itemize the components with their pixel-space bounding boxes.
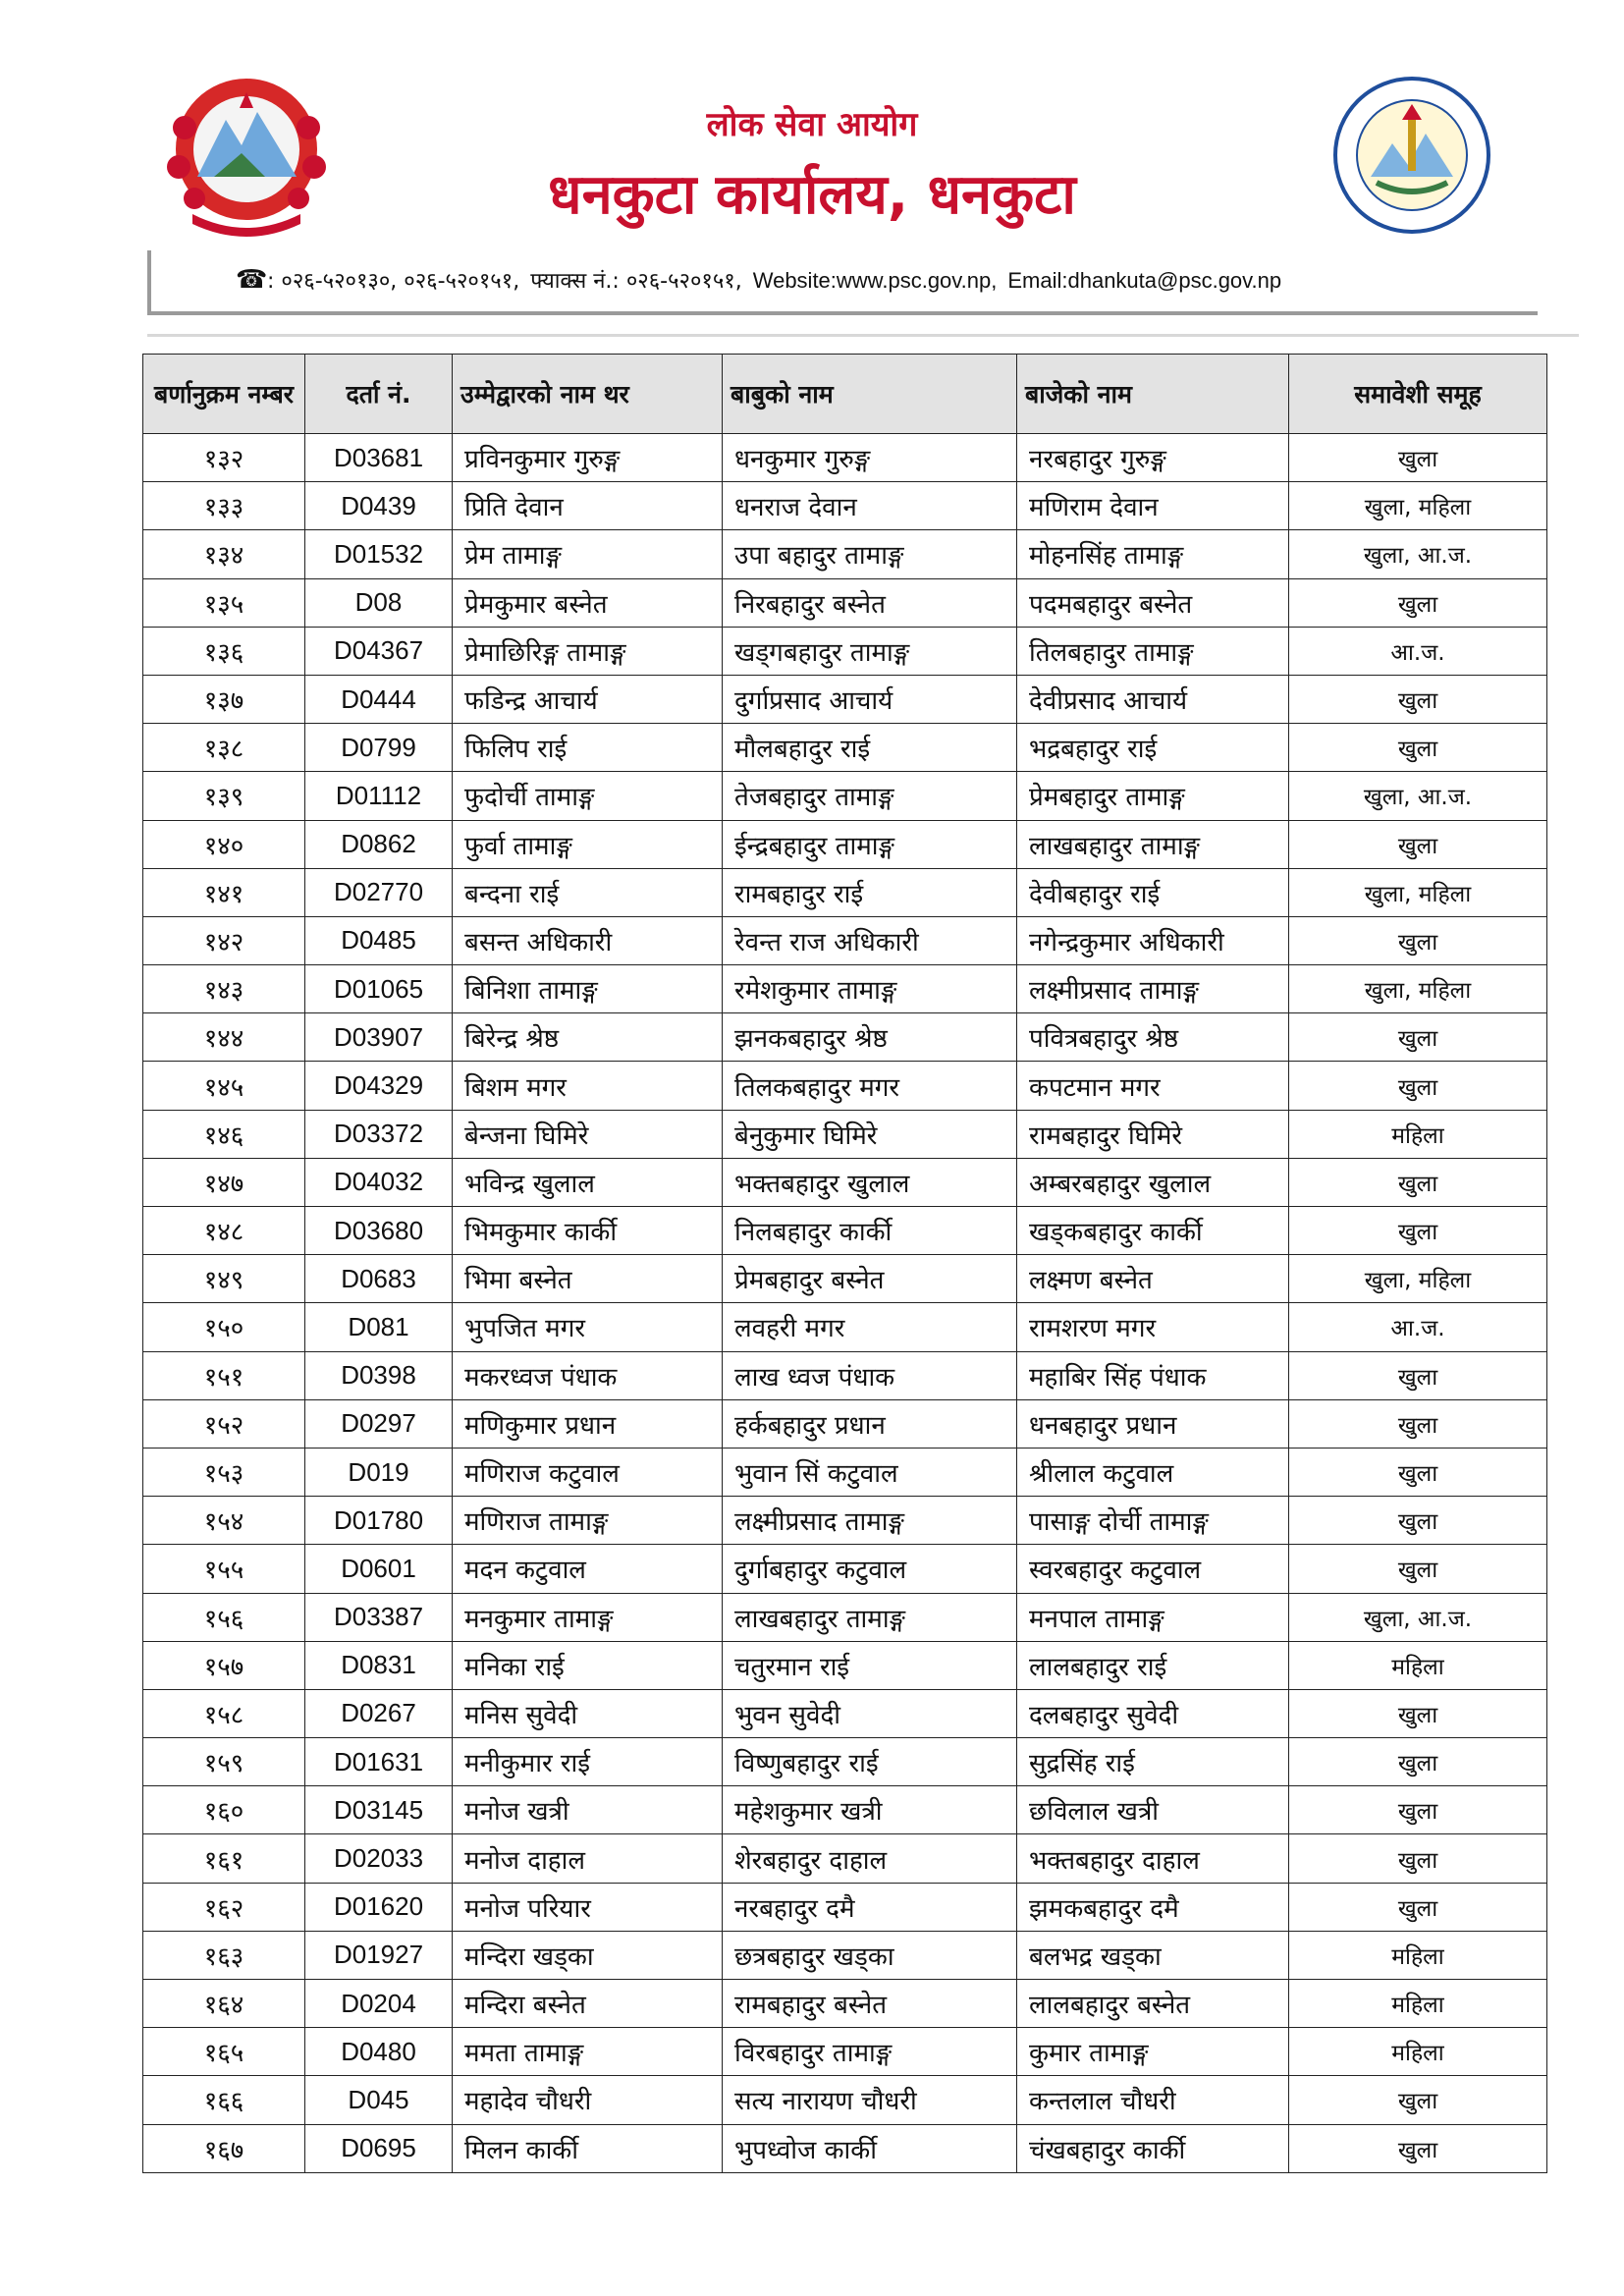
group-cell: महिला [1289, 2028, 1547, 2076]
grandfather-name-cell: स्वरबहादुर कटुवाल [1017, 1545, 1289, 1593]
col-serial-header: बर्णानुक्रम नम्बर [143, 355, 305, 434]
table-row [143, 434, 1547, 482]
table-row [143, 916, 1547, 964]
candidate-name-cell: महादेव चौधरी [453, 2076, 723, 2124]
group-cell: खुला [1289, 1545, 1547, 1593]
grandfather-name-cell: खड्कबहादुर कार्की [1017, 1207, 1289, 1255]
table-row [143, 1738, 1547, 1786]
father-name-cell: तेजबहादुर तामाङ्ग [723, 772, 1017, 820]
registration-cell: D045 [305, 2076, 453, 2124]
table-row [143, 1351, 1547, 1399]
group-cell: खुला [1289, 1399, 1547, 1448]
serial-cell: १४७ [143, 1158, 305, 1206]
group-cell: खुला [1289, 1013, 1547, 1062]
registration-cell: D0601 [305, 1545, 453, 1593]
candidate-name-cell: बन्दना राई [453, 868, 723, 916]
registration-cell: D081 [305, 1303, 453, 1351]
table-row [143, 627, 1547, 675]
candidate-name-cell: बसन्त अधिकारी [453, 916, 723, 964]
father-name-cell: विष्णुबहादुर राई [723, 1738, 1017, 1786]
grandfather-name-cell: पासाङ्ग दोर्ची तामाङ्ग [1017, 1497, 1289, 1545]
table-row [143, 578, 1547, 627]
grandfather-name-cell: नगेन्द्रकुमार अधिकारी [1017, 916, 1289, 964]
col-candidate-header: उम्मेद्वारको नाम थर [453, 355, 723, 434]
table-row [143, 1399, 1547, 1448]
table-row [143, 1207, 1547, 1255]
group-cell: खुला [1289, 1689, 1547, 1737]
father-name-cell: भुवन सुवेदी [723, 1689, 1017, 1737]
grandfather-name-cell: सुद्रसिंह राई [1017, 1738, 1289, 1786]
father-name-cell: उपा बहादुर तामाङ्ग [723, 530, 1017, 578]
registration-cell: D03681 [305, 434, 453, 482]
group-cell: खुला, आ.ज. [1289, 530, 1547, 578]
father-name-cell: झनकबहादुर श्रेष्ठ [723, 1013, 1017, 1062]
group-cell: आ.ज. [1289, 627, 1547, 675]
candidate-name-cell: फुदोर्ची तामाङ्ग [453, 772, 723, 820]
registration-cell: D08 [305, 578, 453, 627]
serial-cell: १६५ [143, 2028, 305, 2076]
group-cell: खुला, महिला [1289, 965, 1547, 1013]
serial-cell: १४३ [143, 965, 305, 1013]
candidate-name-cell: भविन्द्र खुलाल [453, 1158, 723, 1206]
grandfather-name-cell: छविलाल खत्री [1017, 1786, 1289, 1834]
registration-cell: D0204 [305, 1980, 453, 2028]
serial-cell: १४१ [143, 868, 305, 916]
serial-cell: १३८ [143, 724, 305, 772]
table-row [143, 1062, 1547, 1110]
candidate-name-cell: बिनिशा तामाङ्ग [453, 965, 723, 1013]
grandfather-name-cell: लक्ष्मीप्रसाद तामाङ्ग [1017, 965, 1289, 1013]
table-row [143, 1834, 1547, 1883]
father-name-cell: रामबहादुर बस्नेत [723, 1980, 1017, 2028]
serial-cell: १५१ [143, 1351, 305, 1399]
group-cell: खुला, महिला [1289, 482, 1547, 530]
father-name-cell: लक्ष्मीप्रसाद तामाङ्ग [723, 1497, 1017, 1545]
grandfather-name-cell: पदमबहादुर बस्नेत [1017, 578, 1289, 627]
registration-cell: D04032 [305, 1158, 453, 1206]
table-row [143, 1883, 1547, 1931]
registration-cell: D03387 [305, 1593, 453, 1641]
father-name-cell: लवहरी मगर [723, 1303, 1017, 1351]
header-rule [147, 334, 1579, 337]
candidate-name-cell: मनोज दाहाल [453, 1834, 723, 1883]
father-name-cell: रमेशकुमार तामाङ्ग [723, 965, 1017, 1013]
grandfather-name-cell: भद्रबहादुर राई [1017, 724, 1289, 772]
registration-cell: D01112 [305, 772, 453, 820]
table-row [143, 965, 1547, 1013]
candidate-name-cell: मनिस सुवेदी [453, 1689, 723, 1737]
registration-cell: D0485 [305, 916, 453, 964]
candidate-name-cell: मकरध्वज पंधाक [453, 1351, 723, 1399]
grandfather-name-cell: मनपाल तामाङ्ग [1017, 1593, 1289, 1641]
father-name-cell: दुर्गाप्रसाद आचार्य [723, 675, 1017, 723]
registration-cell: D0297 [305, 1399, 453, 1448]
serial-cell: १६० [143, 1786, 305, 1834]
grandfather-name-cell: लाखबहादुर तामाङ्ग [1017, 820, 1289, 868]
registration-cell: D0862 [305, 820, 453, 868]
candidate-name-cell: प्रेमकुमार बस्नेत [453, 578, 723, 627]
telephone-icon: ☎ [236, 265, 268, 295]
candidate-name-cell: प्रेमाछिरिङ्ग तामाङ्ग [453, 627, 723, 675]
grandfather-name-cell: चंखबहादुर कार्की [1017, 2124, 1289, 2172]
candidate-name-cell: फडिन्द्र आचार्य [453, 675, 723, 723]
grandfather-name-cell: दलबहादुर सुवेदी [1017, 1689, 1289, 1737]
candidate-name-cell: ममता तामाङ्ग [453, 2028, 723, 2076]
candidate-name-cell: भिमकुमार कार्की [453, 1207, 723, 1255]
father-name-cell: नरबहादुर दमै [723, 1883, 1017, 1931]
group-cell: खुला [1289, 434, 1547, 482]
serial-cell: १५३ [143, 1448, 305, 1496]
table-row [143, 2028, 1547, 2076]
group-cell: खुला, आ.ज. [1289, 772, 1547, 820]
table-row [143, 1448, 1547, 1496]
group-cell: खुला [1289, 724, 1547, 772]
serial-cell: १४२ [143, 916, 305, 964]
group-cell: खुला [1289, 1351, 1547, 1399]
serial-cell: १५७ [143, 1641, 305, 1689]
group-cell: आ.ज. [1289, 1303, 1547, 1351]
grandfather-name-cell: लालबहादुर बस्नेत [1017, 1980, 1289, 2028]
father-name-cell: रेवन्त राज अधिकारी [723, 916, 1017, 964]
registration-cell: D03680 [305, 1207, 453, 1255]
table-row [143, 1931, 1547, 1979]
grandfather-name-cell: तिलबहादुर तामाङ्ग [1017, 627, 1289, 675]
registration-cell: D01927 [305, 1931, 453, 1979]
registration-cell: D01631 [305, 1738, 453, 1786]
grandfather-name-cell: कुमार तामाङ्ग [1017, 2028, 1289, 2076]
candidate-name-cell: प्रेम तामाङ्ग [453, 530, 723, 578]
serial-cell: १५५ [143, 1545, 305, 1593]
table-row [143, 1641, 1547, 1689]
registration-cell: D04329 [305, 1062, 453, 1110]
table-row [143, 1013, 1547, 1062]
candidate-name-cell: मिलन कार्की [453, 2124, 723, 2172]
candidate-name-cell: प्रविनकुमार गुरुङ्ग [453, 434, 723, 482]
candidate-name-cell: मनीकुमार राई [453, 1738, 723, 1786]
group-cell: खुला [1289, 916, 1547, 964]
contact-website: Website:www.psc.gov.np, [752, 268, 998, 293]
father-name-cell: सत्य नारायण चौधरी [723, 2076, 1017, 2124]
serial-cell: १४४ [143, 1013, 305, 1062]
table-row [143, 1689, 1547, 1737]
father-name-cell: बेनुकुमार घिमिरे [723, 1110, 1017, 1158]
candidate-name-cell: भुपजित मगर [453, 1303, 723, 1351]
letterhead [0, 0, 1624, 334]
grandfather-name-cell: पवित्रबहादुर श्रेष्ठ [1017, 1013, 1289, 1062]
father-name-cell: हर्कबहादुर प्रधान [723, 1399, 1017, 1448]
father-name-cell: रामबहादुर राई [723, 868, 1017, 916]
registration-cell: D0831 [305, 1641, 453, 1689]
registration-cell: D0480 [305, 2028, 453, 2076]
table-row [143, 2076, 1547, 2124]
father-name-cell: शेरबहादुर दाहाल [723, 1834, 1017, 1883]
registration-cell: D01780 [305, 1497, 453, 1545]
candidate-name-cell: भिमा बस्नेत [453, 1255, 723, 1303]
grandfather-name-cell: अम्बरबहादुर खुलाल [1017, 1158, 1289, 1206]
candidate-name-cell: बिशम मगर [453, 1062, 723, 1110]
candidate-name-cell: मदन कटुवाल [453, 1545, 723, 1593]
serial-cell: १५८ [143, 1689, 305, 1737]
grandfather-name-cell: देवीप्रसाद आचार्य [1017, 675, 1289, 723]
candidate-name-cell: बिरेन्द्र श्रेष्ठ [453, 1013, 723, 1062]
col-grandfather-header: बाजेको नाम [1017, 355, 1289, 434]
table-row [143, 675, 1547, 723]
candidate-name-cell: मन्दिरा खड्का [453, 1931, 723, 1979]
col-group-header: समावेशी समूह [1289, 355, 1547, 434]
registration-cell: D03372 [305, 1110, 453, 1158]
group-cell: खुला [1289, 578, 1547, 627]
serial-cell: १३४ [143, 530, 305, 578]
group-cell: खुला [1289, 1834, 1547, 1883]
father-name-cell: ईन्द्रबहादुर तामाङ्ग [723, 820, 1017, 868]
group-cell: खुला [1289, 1207, 1547, 1255]
table-row [143, 530, 1547, 578]
grandfather-name-cell: नरबहादुर गुरुङ्ग [1017, 434, 1289, 482]
serial-cell: १४० [143, 820, 305, 868]
group-cell: खुला [1289, 1158, 1547, 1206]
registration-cell: D0444 [305, 675, 453, 723]
serial-cell: १४५ [143, 1062, 305, 1110]
serial-cell: १६२ [143, 1883, 305, 1931]
serial-cell: १६६ [143, 2076, 305, 2124]
serial-cell: १६४ [143, 1980, 305, 2028]
group-cell: खुला [1289, 1497, 1547, 1545]
registration-cell: D02033 [305, 1834, 453, 1883]
serial-cell: १६३ [143, 1931, 305, 1979]
registration-cell: D02770 [305, 868, 453, 916]
father-name-cell: धनराज देवान [723, 482, 1017, 530]
registration-cell: D01065 [305, 965, 453, 1013]
serial-cell: १४९ [143, 1255, 305, 1303]
registration-cell: D0683 [305, 1255, 453, 1303]
table-row [143, 1545, 1547, 1593]
candidate-name-cell: मणिराज कटुवाल [453, 1448, 723, 1496]
contact-email: Email:dhankuta@psc.gov.np [1007, 268, 1282, 293]
grandfather-name-cell: झमकबहादुर दमै [1017, 1883, 1289, 1931]
serial-cell: १४६ [143, 1110, 305, 1158]
father-name-cell: लाख ध्वज पंधाक [723, 1351, 1017, 1399]
candidate-name-cell: फुर्वा तामाङ्ग [453, 820, 723, 868]
registration-cell: D03145 [305, 1786, 453, 1834]
father-name-cell: निरबहादुर बस्नेत [723, 578, 1017, 627]
table-row [143, 820, 1547, 868]
serial-cell: १३३ [143, 482, 305, 530]
serial-cell: १५४ [143, 1497, 305, 1545]
father-name-cell: दुर्गाबहादुर कटुवाल [723, 1545, 1017, 1593]
group-cell: खुला, आ.ज. [1289, 1593, 1547, 1641]
candidate-name-cell: मनकुमार तामाङ्ग [453, 1593, 723, 1641]
candidate-name-cell: मनोज परियार [453, 1883, 723, 1931]
table-row [143, 1303, 1547, 1351]
serial-cell: १५६ [143, 1593, 305, 1641]
father-name-cell: चतुरमान राई [723, 1641, 1017, 1689]
grandfather-name-cell: भक्तबहादुर दाहाल [1017, 1834, 1289, 1883]
registration-cell: D0267 [305, 1689, 453, 1737]
group-cell: महिला [1289, 1110, 1547, 1158]
group-cell: खुला [1289, 1786, 1547, 1834]
grandfather-name-cell: श्रीलाल कटुवाल [1017, 1448, 1289, 1496]
table-row [143, 1255, 1547, 1303]
registration-cell: D03907 [305, 1013, 453, 1062]
contact-line [236, 265, 1285, 295]
grandfather-name-cell: देवीबहादुर राई [1017, 868, 1289, 916]
group-cell: खुला [1289, 820, 1547, 868]
group-cell: खुला [1289, 675, 1547, 723]
registration-cell: D01620 [305, 1883, 453, 1931]
office-name: धनकुटा कार्यालय, धनकुटा [548, 163, 1076, 227]
group-cell: खुला, महिला [1289, 868, 1547, 916]
registration-cell: D04367 [305, 627, 453, 675]
contact-fax: फ्याक्स नं.: ०२६-५२०१५१, [530, 269, 742, 294]
serial-cell: १३६ [143, 627, 305, 675]
grandfather-name-cell: बलभद्र खड्का [1017, 1931, 1289, 1979]
candidate-name-cell: मनिका राई [453, 1641, 723, 1689]
organization-name: लोक सेवा आयोग [706, 105, 918, 144]
grandfather-name-cell: रामशरण मगर [1017, 1303, 1289, 1351]
grandfather-name-cell: प्रेमबहादुर तामाङ्ग [1017, 772, 1289, 820]
father-name-cell: तिलकबहादुर मगर [723, 1062, 1017, 1110]
serial-cell: १६१ [143, 1834, 305, 1883]
table-row [143, 868, 1547, 916]
father-name-cell: प्रेमबहादुर बस्नेत [723, 1255, 1017, 1303]
father-name-cell: छत्रबहादुर खड्का [723, 1931, 1017, 1979]
father-name-cell: भक्तबहादुर खुलाल [723, 1158, 1017, 1206]
contact-phone: : ०२६-५२०१३०, ०२६-५२०१५१, [267, 269, 520, 294]
group-cell: खुला [1289, 1738, 1547, 1786]
table-row [143, 1786, 1547, 1834]
table-row [143, 482, 1547, 530]
serial-cell: १६७ [143, 2124, 305, 2172]
grandfather-name-cell: धनबहादुर प्रधान [1017, 1399, 1289, 1448]
table-row [143, 1158, 1547, 1206]
col-father-header: बाबुको नाम [723, 355, 1017, 434]
psc-logo-icon [1331, 75, 1492, 236]
registration-cell: D019 [305, 1448, 453, 1496]
father-name-cell: लाखबहादुर तामाङ्ग [723, 1593, 1017, 1641]
grandfather-name-cell: लालबहादुर राई [1017, 1641, 1289, 1689]
father-name-cell: निलबहादुर कार्की [723, 1207, 1017, 1255]
grandfather-name-cell: रामबहादुर घिमिरे [1017, 1110, 1289, 1158]
candidate-name-cell: बेन्जना घिमिरे [453, 1110, 723, 1158]
serial-cell: १३७ [143, 675, 305, 723]
serial-cell: १३५ [143, 578, 305, 627]
group-cell: खुला [1289, 2124, 1547, 2172]
table-row [143, 2124, 1547, 2172]
serial-cell: १३९ [143, 772, 305, 820]
group-cell: महिला [1289, 1980, 1547, 2028]
grandfather-name-cell: मणिराम देवान [1017, 482, 1289, 530]
table-header-row [143, 355, 1547, 434]
registration-cell: D0799 [305, 724, 453, 772]
table-row [143, 1110, 1547, 1158]
group-cell: खुला [1289, 1448, 1547, 1496]
grandfather-name-cell: कन्तलाल चौधरी [1017, 2076, 1289, 2124]
father-name-cell: धनकुमार गुरुङ्ग [723, 434, 1017, 482]
registration-cell: D01532 [305, 530, 453, 578]
father-name-cell: खड्गबहादुर तामाङ्ग [723, 627, 1017, 675]
grandfather-name-cell: कपटमान मगर [1017, 1062, 1289, 1110]
father-name-cell: भुवान सिं कटुवाल [723, 1448, 1017, 1496]
candidate-name-cell: मन्दिरा बस्नेत [453, 1980, 723, 2028]
registration-cell: D0398 [305, 1351, 453, 1399]
col-registration-header: दर्ता नं. [305, 355, 453, 434]
group-cell: खुला [1289, 2076, 1547, 2124]
group-cell: खुला [1289, 1062, 1547, 1110]
group-cell: खुला [1289, 1883, 1547, 1931]
group-cell: खुला, महिला [1289, 1255, 1547, 1303]
candidate-name-cell: मणिराज तामाङ्ग [453, 1497, 723, 1545]
serial-cell: १५० [143, 1303, 305, 1351]
candidate-name-cell: मणिकुमार प्रधान [453, 1399, 723, 1448]
grandfather-name-cell: लक्ष्मण बस्नेत [1017, 1255, 1289, 1303]
registration-cell: D0695 [305, 2124, 453, 2172]
candidate-name-cell: फिलिप राई [453, 724, 723, 772]
candidate-table [142, 354, 1547, 2173]
candidate-name-cell: मनोज खत्री [453, 1786, 723, 1834]
table-row [143, 772, 1547, 820]
father-name-cell: मौलबहादुर राई [723, 724, 1017, 772]
table-row [143, 1593, 1547, 1641]
father-name-cell: महेशकुमार खत्री [723, 1786, 1017, 1834]
serial-cell: १५२ [143, 1399, 305, 1448]
father-name-cell: भुपध्वोज कार्की [723, 2124, 1017, 2172]
table-row [143, 1497, 1547, 1545]
serial-cell: १४८ [143, 1207, 305, 1255]
table-row [143, 1980, 1547, 2028]
serial-cell: १५९ [143, 1738, 305, 1786]
serial-cell: १३२ [143, 434, 305, 482]
candidate-name-cell: प्रिति देवान [453, 482, 723, 530]
group-cell: महिला [1289, 1931, 1547, 1979]
grandfather-name-cell: महाबिर सिंह पंधाक [1017, 1351, 1289, 1399]
table-row [143, 724, 1547, 772]
group-cell: महिला [1289, 1641, 1547, 1689]
father-name-cell: विरबहादुर तामाङ्ग [723, 2028, 1017, 2076]
grandfather-name-cell: मोहनसिंह तामाङ्ग [1017, 530, 1289, 578]
registration-cell: D0439 [305, 482, 453, 530]
